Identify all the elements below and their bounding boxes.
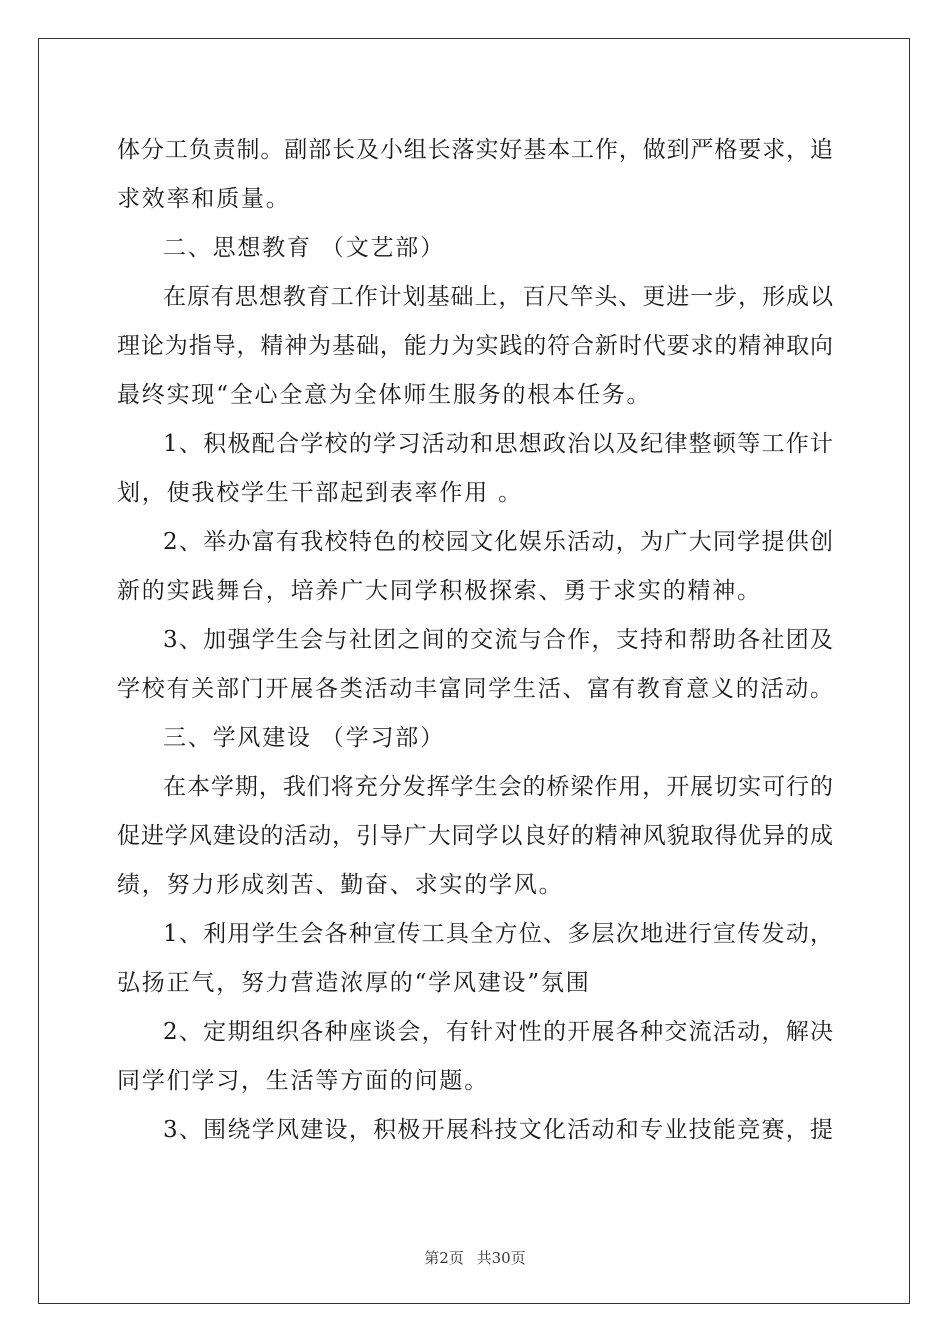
- list-item-line: 2、定期组织各种座谈会，有针对性的开展各种交流活动，解决: [163, 1019, 833, 1045]
- list-item-line: 划，使我校学生干部起到表率作用 。: [117, 480, 523, 506]
- paragraph-line: 绩，努力形成刻苦、勤奋、求实的学风。: [117, 872, 564, 898]
- paragraph-line: 求效率和质量。: [117, 186, 291, 212]
- list-item-line: 3、围绕学风建设，积极开展科技文化活动和专业技能竞赛，提: [163, 1117, 833, 1143]
- page-number: 第2页: [424, 1249, 464, 1267]
- paragraph-line: 在本学期，我们将充分发挥学生会的桥梁作用，开展切实可行的: [163, 774, 833, 800]
- list-item-line: 学校有关部门开展各类活动丰富同学生活、富有教育意义的活动。: [117, 676, 833, 702]
- document-body: [117, 126, 833, 1155]
- section-heading: 二、思想教育 （文艺部）: [163, 235, 445, 261]
- page-total: 共30页: [476, 1249, 526, 1267]
- paragraph-line: 体分工负责制。副部长及小组长落实好基本工作，做到严格要求，追: [117, 137, 833, 163]
- paragraph-line: 促进学风建设的活动，引导广大同学以良好的精神风貌取得优异的成: [117, 823, 833, 849]
- list-item-line: 3、加强学生会与社团之间的交流与合作，支持和帮助各社团及: [163, 627, 833, 653]
- paragraph-line: 理论为指导，精神为基础，能力为实践的符合新时代要求的精神取向: [117, 333, 833, 359]
- list-item-line: 弘扬正气，努力营造浓厚的“学风建设”氛围: [117, 970, 591, 996]
- list-item-line: 2、举办富有我校特色的校园文化娱乐活动，为广大同学提供创: [163, 529, 833, 555]
- list-item-line: 同学们学习，生活等方面的问题。: [117, 1068, 489, 1094]
- paragraph-line: 在原有思想教育工作计划基础上，百尺竿头、更进一步，形成以: [163, 284, 833, 310]
- list-item-line: 1、积极配合学校的学习活动和思想政治以及纪律整顿等工作计: [163, 431, 833, 457]
- list-item-line: 新的实践舞台，培养广大同学积极探索、勇于求实的精神。: [117, 578, 762, 604]
- paragraph-line: 最终实现“全心全意为全体师生服务的根本任务。: [117, 382, 652, 408]
- section-heading: 三、学风建设 （学习部）: [163, 725, 445, 751]
- list-item-line: 1、利用学生会各种宣传工具全方位、多层次地进行宣传发动，: [163, 921, 833, 947]
- page-footer: [0, 1247, 950, 1268]
